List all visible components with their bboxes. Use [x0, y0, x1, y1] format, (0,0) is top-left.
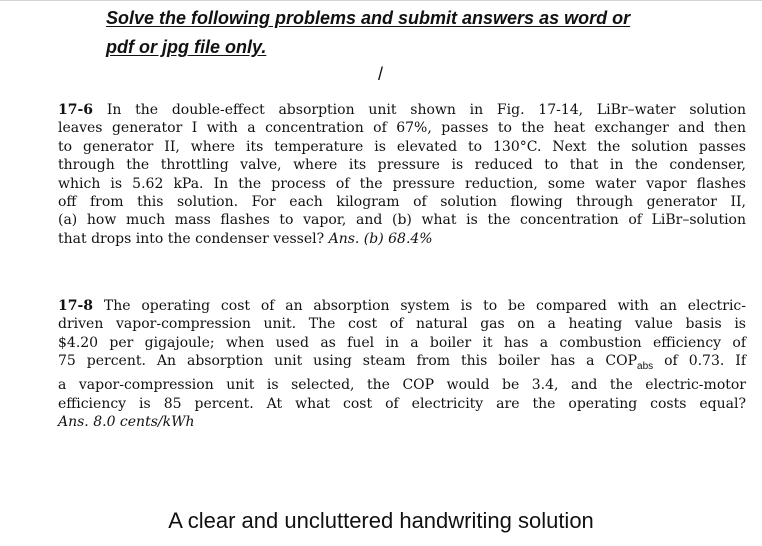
instructions-line-1: Solve the following problems and submit answers as word or [106, 8, 631, 28]
problem-number: 17-8 [58, 298, 94, 314]
problem-line: driven vapor-compression unit. The cost of natural gas on a heating value basis is [58, 316, 746, 333]
problem-line [58, 413, 746, 431]
problem-line: a vapor-compression unit is selected, the COP would be 3.4, and the electric-motor [58, 377, 746, 394]
problem-text: In the double-effect absorption unit shown in Fig. 17-14, LiBr–water solution [106, 102, 747, 118]
problem-line: off from this solution. For each kilogram of solution flowing through generator II, [58, 194, 746, 211]
footer-note: A clear and uncluttered handwriting solution [168, 508, 594, 533]
instructions [106, 4, 666, 62]
top-border [0, 0, 762, 1]
problem-line: $4.20 per gigajoule; when used as fuel in a boiler it has a combustion efficiency of [58, 334, 746, 351]
problem-line [58, 230, 746, 248]
problem-line: leaves generator I with a concentration of 67%, passes to the heat exchanger and then [58, 120, 746, 137]
problem-text: 75 percent. An absorption unit using steam from this boiler has a COP [58, 353, 638, 370]
instructions-line-2: pdf or jpg file only. [106, 37, 267, 57]
problem-17-6 [58, 101, 746, 248]
problem-line: which is 5.62 kPa. In the process of the pressure reduction, some water vapor flashes [58, 175, 746, 192]
problem-17-8 [58, 297, 746, 432]
problem-line [58, 297, 746, 315]
problem-line: to generator II, where its temperature is elevated to 130°C. Next the solution passes [58, 138, 746, 155]
answer: Ans. 8.0 cents/kWh [58, 414, 195, 431]
problem-number: 17-6 [58, 102, 94, 118]
cop-subscript: abs [637, 361, 654, 373]
problem-line: efficiency is 85 percent. At what cost of electricity are the operating costs equal? [58, 395, 746, 412]
answer: Ans. (b) 68.4% [328, 230, 433, 247]
problem-text: The operating cost of an absorption system is to be compared with an electric- [103, 298, 747, 314]
problem-line [58, 352, 746, 376]
problem-line: (a) how much mass flashes to vapor, and (b) what is the concentration of LiBr–solution [58, 212, 746, 229]
problem-line [58, 101, 746, 119]
problem-line: through the throttling valve, where its pressure is reduced to that in the condenser, [58, 157, 746, 174]
slash-mark: / [378, 64, 384, 84]
problem-text: that drops into the condenser vessel? [58, 230, 325, 247]
problem-text: of 0.73. If [653, 353, 746, 370]
